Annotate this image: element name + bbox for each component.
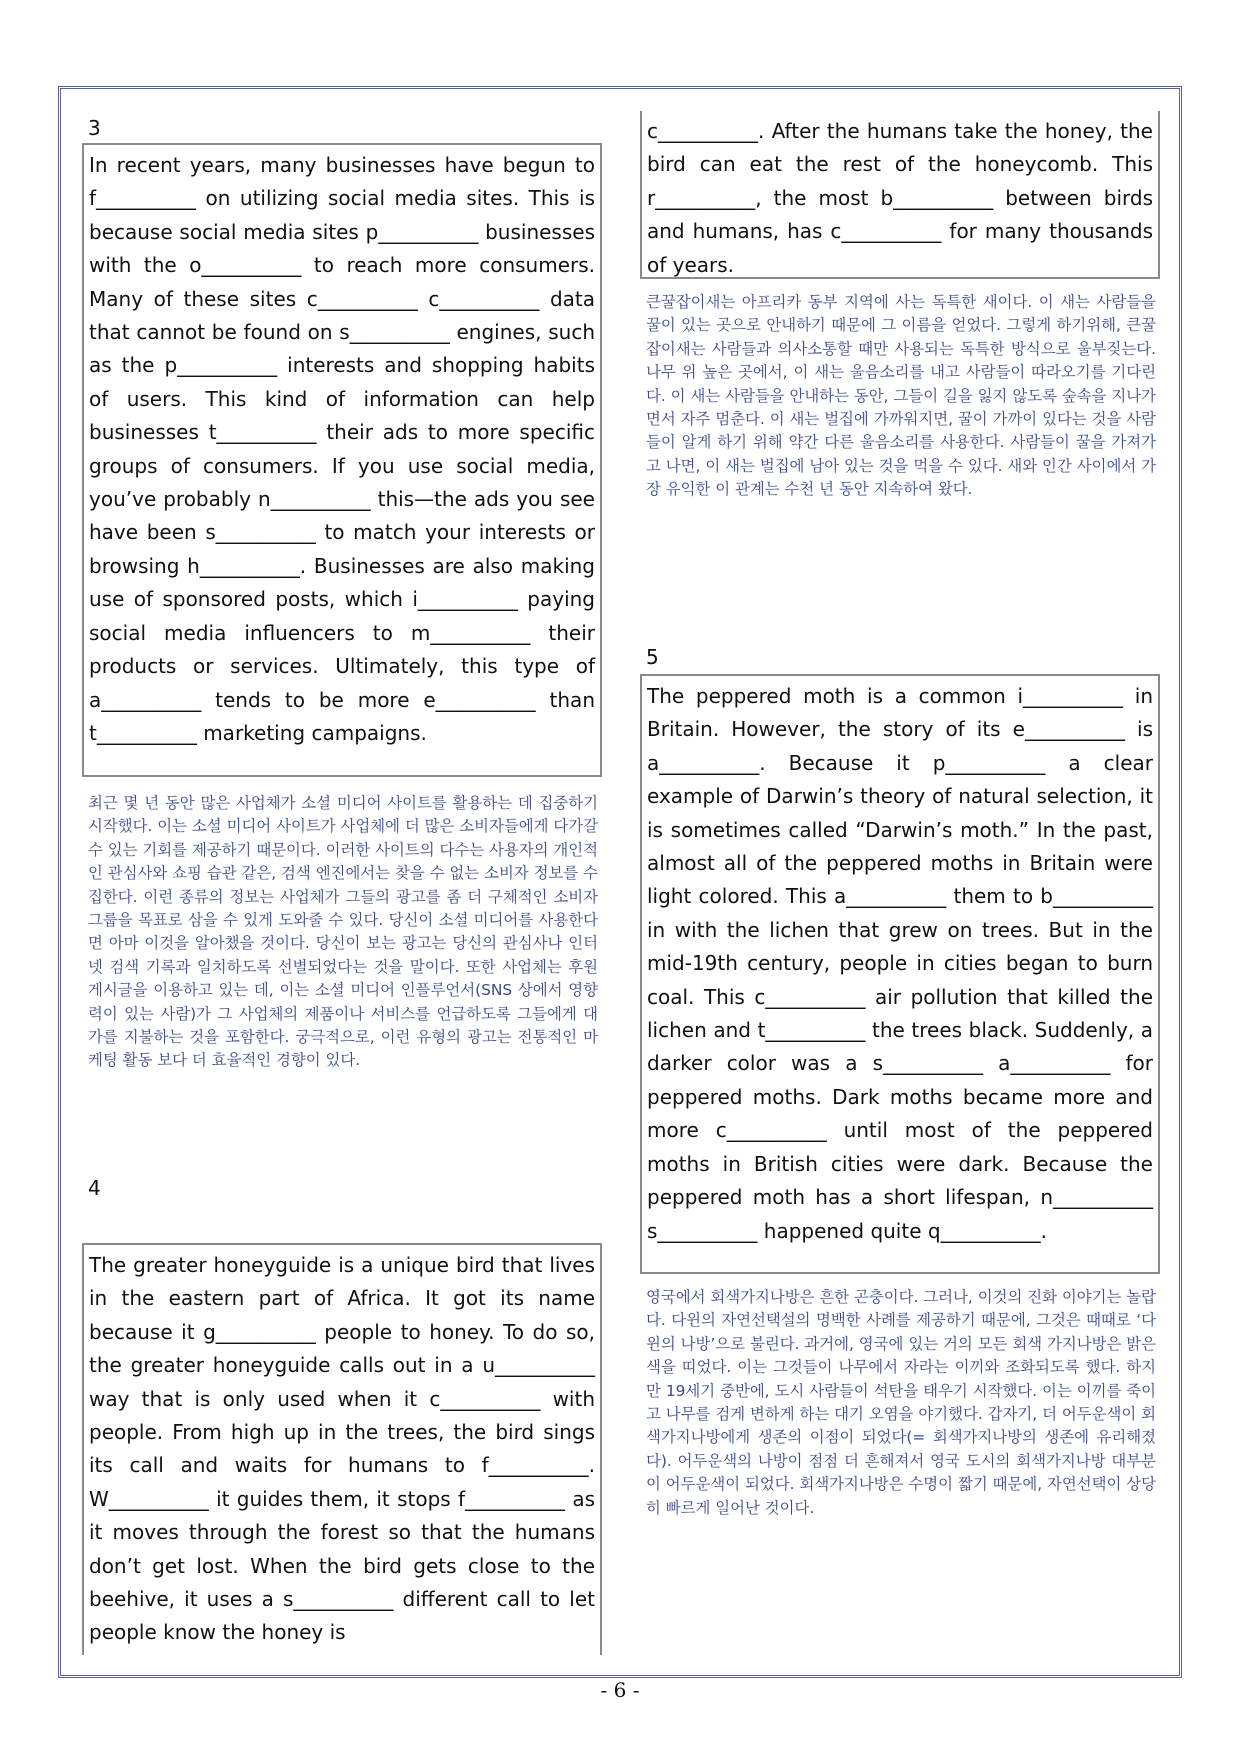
question-number: 3 bbox=[88, 116, 101, 140]
page-number: - 6 - bbox=[600, 1678, 640, 1702]
question-number: 5 bbox=[646, 645, 659, 669]
passage-box: The greater honeyguide is a unique bird that lives in the eastern part of Africa. It got its name because it g__________ people to honey. To do so, the greater honeyguide calls out in a u__________ way that is only used when it c__________ with people. From high up in the trees, the bird sings its call and waits for humans to f__________. W__________ it guides them, it stops f__________ as it moves through the forest so that the humans don’t get lost. When the bird gets close to the beehive, it uses a s__________ different call to let people know the honey is bbox=[82, 1243, 602, 1655]
korean-translation: 최근 몇 년 동안 많은 사업체가 소셜 미디어 사이트를 활용하는 데 집중하기 시작했다. 이는 소셜 미디어 사이트가 사업체에 더 많은 소비자들에게 다가갈 수 있는 기회를 제공하기 때문이다. 이러한 사이트의 다수는 사용자의 개인적인 관심사와 쇼핑 습관 같은, 검색 엔진에서는 찾을 수 없는 소비자 정보를 수집한다. 이런 종류의 정보는 사업체가 그들의 광고를 좀 더 구체적인 소비자 그룹을 목표로 삼을 수 있게 도와줄 수 있다. 당신이 소셜 미디어를 사용한다면 아마 이것을 알아챘을 것이다. 당신이 보는 광고는 당신의 관심사나 인터넷 검색 기록과 일치하도록 선별되었다는 것을 말이다. 또한 사업체는 후원 게시글을 이용하고 있는 데, 이는 소셜 미디어 인플루언서(SNS 상에서 영향력이 있는 사람)가 그 사업체의 제품이나 서비스를 언급하도록 그들에게 대가를 지불하는 것을 포함한다. 궁극적으로, 이런 유형의 광고는 전통적인 마케팅 활동 보다 더 효율적인 경향이 있다. bbox=[88, 794, 598, 1070]
passage-box: The peppered moth is a common i__________ in Britain. However, the story of its e__________ is a__________. Because it p__________ a clear example of Darwin’s theory of natural selection, it is sometimes called “Darwin’s moth.” In the past, almost all of the peppered moths in Britain were light colored. This a__________ them to b__________ in with the lichen that grew on trees. But in the mid-19th century, people in cities began to burn coal. This c__________ air pollution that killed the lichen and t__________ the trees black. Suddenly, a darker color was a s__________ a__________ for peppered moths. Dark moths became more and more c__________ until most of the peppered moths in British cities were dark. Because the peppered moth has a short lifespan, n__________ s__________ happened quite q__________. bbox=[640, 674, 1160, 1274]
passage-box-continued: c__________. After the humans take the honey, the bird can eat the rest of the honeycomb. This r__________, the most b__________ between birds and humans, has c__________ for many thousands of years. bbox=[640, 111, 1160, 279]
korean-translation: 영국에서 회색가지나방은 흔한 곤충이다. 그러나, 이것의 진화 이야기는 놀랍다. 다윈의 자연선택설의 명백한 사례를 제공하기 때문에, 그것은 때때로 ‘다윈의 나방’으로 불린다. 과거에, 영국에 있는 거의 모든 회색 가지나방은 밝은색을 띠었다. 이는 그것들이 나무에서 자라는 이끼와 조화되도록 했다. 하지만 19세기 중반에, 도시 사람들이 석탄을 태우기 시작했다. 이는 이끼를 죽이고 나무를 검게 변하게 하는 대기 오염을 야기했다. 갑자기, 더 어두운색이 회색가지나방에게 생존의 이점이 되었다(= 회색가지나방의 생존에 유리해졌다). 어두운색의 나방이 점점 더 흔해져서 영국 도시의 회색가지나방 대부분이 어두운색이 되었다. 회색가지나방은 수명이 짧기 때문에, 자연선택이 상당히 빠르게 일어난 것이다. bbox=[646, 1288, 1156, 1517]
korean-translation: 큰꿀잡이새는 아프리카 동부 지역에 사는 독특한 새이다. 이 새는 사람들을 꿀이 있는 곳으로 안내하기 때문에 그 이름을 얻었다. 그렇게 하기위해, 큰꿀잡이새는 사람들과 의사소통할 때만 사용되는 독특한 방식으로 울부짖는다. 나무 위 높은 곳에서, 이 새는 울음소리를 내고 사람들이 따라오기를 기다린다. 이 새는 사람들을 안내하는 동안, 그들이 길을 잃지 않도록 숲속을 지나가면서 자주 멈춘다. 이 새는 벌집에 가까워지면, 꿀이 가까이 있다는 것을 사람들이 알게 하기 위해 약간 다른 울음소리를 사용한다. 사람들이 꿀을 가져가고 나면, 이 새는 벌집에 남아 있는 것을 먹을 수 있다. 새와 인간 사이에서 가장 유익한 이 관계는 수천 년 동안 지속하여 왔다. bbox=[646, 293, 1156, 499]
passage-box: In recent years, many businesses have begun to f__________ on utilizing social media sites. This is because social media sites p__________ businesses with the o__________ to reach more consumers. Many of these sites c__________ c__________ data that cannot be found on s__________ engines, such as the p__________ interests and shopping habits of users. This kind of information can help businesses t__________ their ads to more specific groups of consumers. If you use social media, you’ve probably n__________ this—the ads you see have been s__________ to match your interests or browsing h__________. Businesses are also making use of sponsored posts, which i__________ paying social media influencers to m__________ their products or services. Ultimately, this type of a__________ tends to be more e__________ than t__________ marketing campaigns. bbox=[82, 143, 602, 777]
question-number: 4 bbox=[88, 1176, 101, 1200]
